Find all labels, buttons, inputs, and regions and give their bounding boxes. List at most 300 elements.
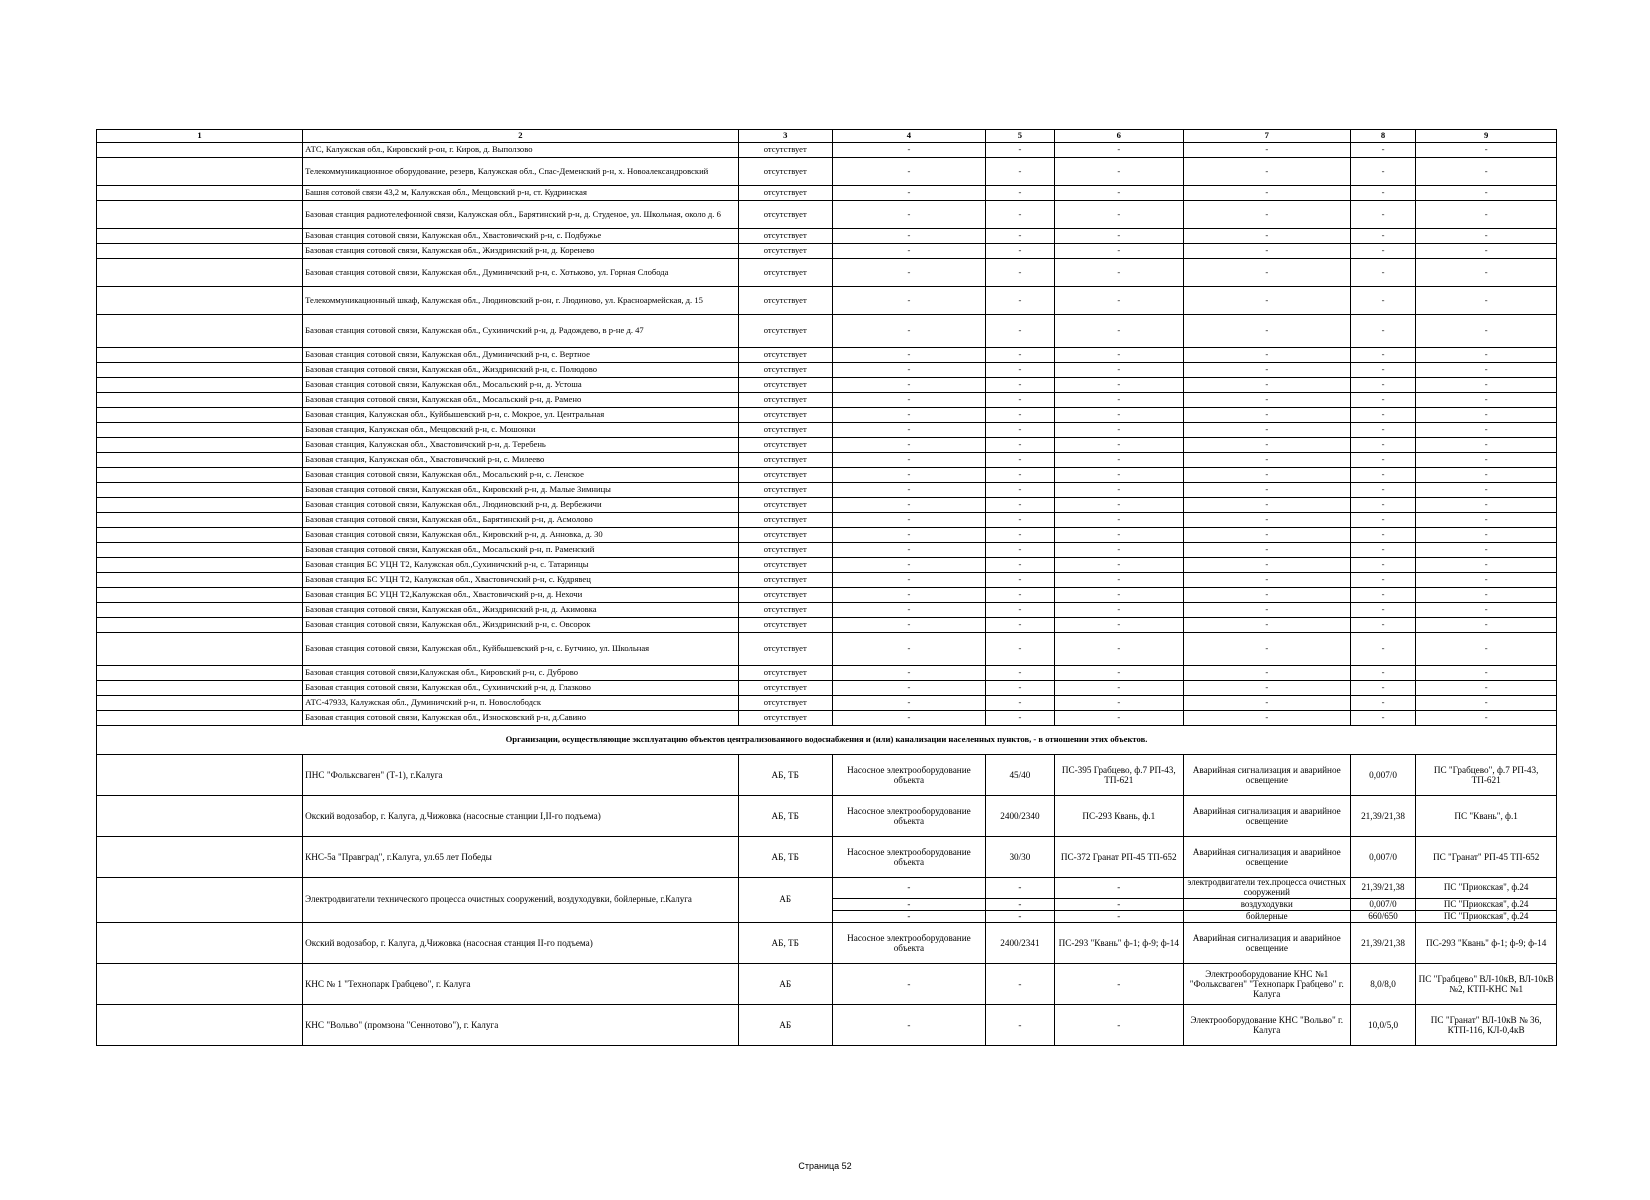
dash-cell: - [1054, 618, 1183, 633]
table-row [97, 158, 1557, 186]
blank-cell [97, 287, 303, 315]
object-name: Базовая станция сотовой связи, Калужская обл., Мосальский р-н, п. Раменский [303, 543, 739, 558]
value-cell-c9: ПС "Приокская", ф.24 [1416, 911, 1557, 923]
blank-cell [97, 513, 303, 528]
dash-cell: - [1350, 393, 1416, 408]
object-name: Базовая станция радиотелефонной связи, Калужская обл., Барятинский р-н, д. Студеное, ул. Школьная, около д. 6 [303, 201, 739, 229]
blank-cell [97, 378, 303, 393]
object-name: Базовая станция сотовой связи,Калужская обл., Кировский р-н, с. Дуброво [303, 666, 739, 681]
dash-cell: - [1350, 315, 1416, 348]
blank-cell [97, 837, 303, 878]
dash-cell: - [1416, 528, 1557, 543]
dash-cell: - [1416, 244, 1557, 259]
value-cell-c8: 21,39/21,38 [1350, 878, 1416, 899]
value-cell-c3: АБ [738, 1005, 832, 1046]
table-row [97, 438, 1557, 453]
table-row [97, 468, 1557, 483]
table-row [97, 696, 1557, 711]
dash-cell: - [1183, 186, 1350, 201]
value-cell-c3: АБ, ТБ [738, 837, 832, 878]
value-cell-c5: 30/30 [986, 837, 1055, 878]
object-name: Окский водозабор, г. Калуга, д.Чижовка (насосная станция II-го подъема) [303, 923, 739, 964]
dash-cell: - [1416, 158, 1557, 186]
value-cell-c5: - [986, 1005, 1055, 1046]
dash-cell: - [1183, 348, 1350, 363]
status-cell: отсутствует [738, 363, 832, 378]
dash-cell: - [832, 423, 985, 438]
dash-cell: - [1416, 143, 1557, 158]
table-row [97, 513, 1557, 528]
dash-cell: - [832, 513, 985, 528]
dash-cell: - [1416, 543, 1557, 558]
value-cell-c9: ПС "Приокская", ф.24 [1416, 899, 1557, 911]
status-cell: отсутствует [738, 603, 832, 618]
dash-cell: - [1054, 453, 1183, 468]
status-cell: отсутствует [738, 408, 832, 423]
value-cell-c8: 21,39/21,38 [1350, 923, 1416, 964]
blank-cell [97, 633, 303, 666]
dash-cell: - [986, 186, 1055, 201]
value-cell-c3: АБ, ТБ [738, 923, 832, 964]
table-row [97, 711, 1557, 726]
blank-cell [97, 878, 303, 923]
dash-cell: - [1183, 423, 1350, 438]
dash-cell: - [986, 201, 1055, 229]
status-cell: отсутствует [738, 378, 832, 393]
dash-cell: - [1054, 498, 1183, 513]
table-row [97, 681, 1557, 696]
dash-cell: - [832, 244, 985, 259]
dash-cell: - [1416, 453, 1557, 468]
dash-cell: - [1350, 528, 1416, 543]
dash-cell: - [832, 229, 985, 244]
table-row [97, 378, 1557, 393]
value-cell-c3: АБ [738, 878, 832, 923]
dash-cell: - [1183, 158, 1350, 186]
column-number-9: 9 [1416, 130, 1557, 143]
dash-cell: - [986, 878, 1055, 899]
dash-cell: - [986, 244, 1055, 259]
object-name: Телекоммуникационный шкаф, Калужская обл., Людиновский р-он, г. Людиново, ул. Красноармейская, д. 15 [303, 287, 739, 315]
object-name: Базовая станция сотовой связи, Калужская обл., Барятинский р-н, д. Асмолово [303, 513, 739, 528]
blank-cell [97, 618, 303, 633]
blank-cell [97, 158, 303, 186]
table-row [97, 1005, 1557, 1046]
dash-cell: - [1416, 393, 1557, 408]
object-name: Электродвигатели технического процесса очистных сооружений, воздуходувки, бойлерные, г.Калуга [303, 878, 739, 923]
object-name: Базовая станция сотовой связи, Калужская обл., Жиздринский р-н, с. Полюдово [303, 363, 739, 378]
dash-cell: - [1183, 588, 1350, 603]
table-row [97, 393, 1557, 408]
table-row [97, 543, 1557, 558]
data-table [96, 129, 1557, 1046]
status-cell: отсутствует [738, 498, 832, 513]
table-row [97, 755, 1557, 796]
dash-cell: - [1350, 408, 1416, 423]
dash-cell: - [1350, 453, 1416, 468]
status-cell: отсутствует [738, 528, 832, 543]
dash-cell: - [986, 315, 1055, 348]
value-cell-c5: 2400/2340 [986, 796, 1055, 837]
dash-cell: - [1416, 711, 1557, 726]
dash-cell: - [1054, 558, 1183, 573]
object-name: Базовая станция, Калужская обл., Куйбышевский р-н, с. Мокрое, ул. Центральная [303, 408, 739, 423]
blank-cell [97, 423, 303, 438]
dash-cell: - [1054, 528, 1183, 543]
dash-cell: - [832, 143, 985, 158]
dash-cell: - [1416, 259, 1557, 287]
dash-cell: - [1350, 143, 1416, 158]
value-cell-c6: ПС-372 Гранат РП-45 ТП-652 [1054, 837, 1183, 878]
dash-cell: - [1350, 483, 1416, 498]
section-row [97, 726, 1557, 755]
dash-cell: - [986, 543, 1055, 558]
dash-cell: - [1183, 543, 1350, 558]
object-name: Базовая станция сотовой связи, Калужская обл., Сухиничский р-н, д. Глазково [303, 681, 739, 696]
blank-cell [97, 666, 303, 681]
object-name: Базовая станция сотовой связи, Калужская обл., Жиздринский р-н, с. Овсорок [303, 618, 739, 633]
dash-cell: - [832, 348, 985, 363]
dash-cell: - [1054, 408, 1183, 423]
dash-cell: - [1183, 259, 1350, 287]
dash-cell: - [1054, 363, 1183, 378]
value-cell-c7: Электрооборудование КНС №1 "Фольксваген" "Технопарк Грабцево" г. Калуга [1183, 964, 1350, 1005]
dash-cell: - [1416, 423, 1557, 438]
dash-cell: - [1054, 911, 1183, 923]
dash-cell: - [1054, 681, 1183, 696]
dash-cell: - [986, 603, 1055, 618]
dash-cell: - [832, 408, 985, 423]
object-name: КНС "Вольво" (промзона "Сеннотово"), г. Калуга [303, 1005, 739, 1046]
blank-cell [97, 543, 303, 558]
dash-cell: - [986, 143, 1055, 158]
table-row [97, 259, 1557, 287]
value-cell-c9: ПС "Гранат" РП-45 ТП-652 [1416, 837, 1557, 878]
dash-cell: - [1350, 543, 1416, 558]
dash-cell: - [1183, 573, 1350, 588]
status-cell: отсутствует [738, 618, 832, 633]
status-cell: отсутствует [738, 573, 832, 588]
value-cell-c9: ПС "Грабцево" ВЛ-10кВ, ВЛ-10кВ №2, КТП-КНС №1 [1416, 964, 1557, 1005]
dash-cell: - [832, 259, 985, 287]
status-cell: отсутствует [738, 513, 832, 528]
blank-cell [97, 363, 303, 378]
dash-cell: - [832, 158, 985, 186]
object-name: Базовая станция сотовой связи, Калужская обл., Мосальский р-н, с. Ленское [303, 468, 739, 483]
object-name: Базовая станция сотовой связи, Калужская обл., Мосальский р-н, д. Устоша [303, 378, 739, 393]
dash-cell: - [832, 483, 985, 498]
value-cell-c6: - [1054, 964, 1183, 1005]
value-cell-c8: 0,007/0 [1350, 755, 1416, 796]
value-cell-c3: АБ, ТБ [738, 755, 832, 796]
dash-cell: - [832, 453, 985, 468]
dash-cell: - [986, 408, 1055, 423]
blank-cell [97, 603, 303, 618]
object-name: Базовая станция сотовой связи, Калужская обл., Сухиничский р-н, д. Радождево, в р-не д. 47 [303, 315, 739, 348]
blank-cell [97, 201, 303, 229]
table-row [97, 423, 1557, 438]
dash-cell: - [832, 558, 985, 573]
table-row [97, 964, 1557, 1005]
blank-cell [97, 468, 303, 483]
dash-cell: - [832, 438, 985, 453]
status-cell: отсутствует [738, 543, 832, 558]
blank-cell [97, 573, 303, 588]
object-name: Базовая станция БС УЦН Т2, Калужская обл.,Сухиничский р-н, с. Татаринцы [303, 558, 739, 573]
blank-cell [97, 755, 303, 796]
dash-cell: - [1350, 681, 1416, 696]
dash-cell: - [832, 287, 985, 315]
dash-cell: - [832, 696, 985, 711]
column-number-1: 1 [97, 130, 303, 143]
blank-cell [97, 588, 303, 603]
dash-cell: - [986, 573, 1055, 588]
table-row [97, 143, 1557, 158]
blank-cell [97, 315, 303, 348]
dash-cell: - [832, 363, 985, 378]
dash-cell: - [1416, 513, 1557, 528]
dash-cell: - [1350, 423, 1416, 438]
blank-cell [97, 244, 303, 259]
table-row [97, 229, 1557, 244]
value-cell-c7: воздуходувки [1183, 899, 1350, 911]
object-name: Базовая станция, Калужская обл., Хвастовичский р-н, с. Милеево [303, 453, 739, 468]
dash-cell: - [1054, 603, 1183, 618]
table-row [97, 201, 1557, 229]
dash-cell: - [1416, 378, 1557, 393]
dash-cell: - [1416, 681, 1557, 696]
dash-cell: - [832, 633, 985, 666]
table-row [97, 453, 1557, 468]
blank-cell [97, 408, 303, 423]
value-cell-c7: Аварийная сигнализация и аварийное освещение [1183, 796, 1350, 837]
dash-cell: - [1416, 229, 1557, 244]
value-cell-c4: Насосное электрооборудование объекта [832, 837, 985, 878]
status-cell: отсутствует [738, 666, 832, 681]
value-cell-c9: ПС "Приокская", ф.24 [1416, 878, 1557, 899]
object-name: Базовая станция сотовой связи, Калужская обл., Кировский р-н, д. Анновка, д. 30 [303, 528, 739, 543]
value-cell-c9: ПС "Грабцево", ф.7 РП-43, ТП-621 [1416, 755, 1557, 796]
dash-cell: - [986, 666, 1055, 681]
dash-cell: - [1350, 666, 1416, 681]
blank-cell [97, 528, 303, 543]
value-cell-c4: Насосное электрооборудование объекта [832, 796, 985, 837]
table-row [97, 315, 1557, 348]
dash-cell: - [1054, 633, 1183, 666]
dash-cell: - [1054, 201, 1183, 229]
dash-cell: - [1350, 378, 1416, 393]
blank-cell [97, 696, 303, 711]
blank-cell [97, 186, 303, 201]
status-cell: отсутствует [738, 348, 832, 363]
dash-cell: - [1054, 696, 1183, 711]
object-name: Базовая станция, Калужская обл., Хвастовичский р-н, д. Теребень [303, 438, 739, 453]
dash-cell: - [1054, 229, 1183, 244]
value-cell-c5: 2400/2341 [986, 923, 1055, 964]
dash-cell: - [1350, 348, 1416, 363]
blank-cell [97, 558, 303, 573]
dash-cell: - [986, 711, 1055, 726]
table-row [97, 244, 1557, 259]
object-name: Базовая станция БС УЦН Т2, Калужская обл., Хвастовичский р-н, с. Кудрявец [303, 573, 739, 588]
dash-cell: - [1183, 681, 1350, 696]
dash-cell: - [832, 186, 985, 201]
dash-cell: - [1416, 315, 1557, 348]
column-number-5: 5 [986, 130, 1055, 143]
dash-cell: - [1183, 378, 1350, 393]
dash-cell: - [1054, 543, 1183, 558]
value-cell-c4: - [832, 1005, 985, 1046]
dash-cell: - [1416, 363, 1557, 378]
object-name: Базовая станция сотовой связи, Калужская обл., Кировский р-н, д. Малые Зимницы [303, 483, 739, 498]
dash-cell: - [1350, 588, 1416, 603]
value-cell-c6: ПС-293 Квань, ф.1 [1054, 796, 1183, 837]
section-title: Организации, осуществляющие эксплуатацию объектов централизованного водоснабжения и (или) канализации населенных пунктов, - в отношении этих объектов. [97, 726, 1557, 755]
blank-cell [97, 796, 303, 837]
dash-cell: - [1183, 633, 1350, 666]
dash-cell: - [986, 378, 1055, 393]
dash-cell: - [1054, 348, 1183, 363]
status-cell: отсутствует [738, 186, 832, 201]
table-row [97, 558, 1557, 573]
table-row [97, 186, 1557, 201]
object-name: Базовая станция сотовой связи, Калужская обл., Износковский р-н, д.Савино [303, 711, 739, 726]
column-number-6: 6 [1054, 130, 1183, 143]
dash-cell: - [832, 618, 985, 633]
status-cell: отсутствует [738, 681, 832, 696]
object-name: Базовая станция сотовой связи, Калужская обл., Жиздринский р-н, д. Коренево [303, 244, 739, 259]
dash-cell: - [832, 315, 985, 348]
table-row [97, 878, 1557, 899]
dash-cell: - [1350, 633, 1416, 666]
dash-cell: - [832, 573, 985, 588]
dash-cell: - [1054, 259, 1183, 287]
dash-cell: - [832, 498, 985, 513]
blank-cell [97, 229, 303, 244]
dash-cell: - [1054, 438, 1183, 453]
value-cell-c5: - [986, 964, 1055, 1005]
dash-cell: - [1350, 468, 1416, 483]
dash-cell: - [986, 618, 1055, 633]
dash-cell: - [1054, 244, 1183, 259]
dash-cell: - [1350, 711, 1416, 726]
value-cell-c4: - [832, 964, 985, 1005]
dash-cell: - [1350, 186, 1416, 201]
dash-cell: - [832, 528, 985, 543]
dash-cell: - [1183, 229, 1350, 244]
table-row [97, 603, 1557, 618]
value-cell-c7: Аварийная сигнализация и аварийное освещение [1183, 923, 1350, 964]
dash-cell: - [1054, 143, 1183, 158]
dash-cell: - [832, 711, 985, 726]
dash-cell: - [1416, 186, 1557, 201]
dash-cell: - [1054, 158, 1183, 186]
dash-cell: - [1183, 287, 1350, 315]
dash-cell: - [1350, 201, 1416, 229]
dash-cell: - [986, 423, 1055, 438]
page-number: Страница 52 [798, 1161, 852, 1171]
status-cell: отсутствует [738, 229, 832, 244]
value-cell-c3: АБ, ТБ [738, 796, 832, 837]
dash-cell: - [1054, 513, 1183, 528]
dash-cell: - [1054, 393, 1183, 408]
status-cell: отсутствует [738, 244, 832, 259]
dash-cell: - [1350, 244, 1416, 259]
status-cell: отсутствует [738, 287, 832, 315]
table-row [97, 923, 1557, 964]
table-row [97, 573, 1557, 588]
dash-cell: - [1350, 513, 1416, 528]
column-number-8: 8 [1350, 130, 1416, 143]
object-name: Телекоммуникационное оборудование, резерв, Калужская обл., Спас-Деменский р-н, х. Новоалександровский [303, 158, 739, 186]
dash-cell: - [986, 287, 1055, 315]
object-name: Окский водозабор, г. Калуга, д.Чижовка (насосные станции I,II-го подъема) [303, 796, 739, 837]
value-cell-c6: ПС-395 Грабцево, ф.7 РП-43, ТП-621 [1054, 755, 1183, 796]
dash-cell: - [1183, 711, 1350, 726]
object-name: Базовая станция, Калужская обл., Мещовский р-н, с. Мошонки [303, 423, 739, 438]
value-cell-c8: 10,0/5,0 [1350, 1005, 1416, 1046]
status-cell: отсутствует [738, 483, 832, 498]
status-cell: отсутствует [738, 468, 832, 483]
value-cell-c6: ПС-293 "Квань" ф-1; ф-9; ф-14 [1054, 923, 1183, 964]
object-name: Базовая станция сотовой связи, Калужская обл., Жиздринский р-н, д. Акимовка [303, 603, 739, 618]
dash-cell: - [986, 348, 1055, 363]
dash-cell: - [1416, 201, 1557, 229]
value-cell-c8: 8,0/8,0 [1350, 964, 1416, 1005]
dash-cell: - [1183, 408, 1350, 423]
dash-cell: - [1183, 201, 1350, 229]
dash-cell: - [1183, 666, 1350, 681]
column-number-7: 7 [1183, 130, 1350, 143]
object-name: Базовая станция сотовой связи, Калужская обл., Куйбышевский р-н, с. Бутчино, ул. Школьная [303, 633, 739, 666]
dash-cell: - [1054, 588, 1183, 603]
value-cell-c8: 0,007/0 [1350, 837, 1416, 878]
header-row [97, 130, 1557, 143]
blank-cell [97, 348, 303, 363]
status-cell: отсутствует [738, 588, 832, 603]
dash-cell: - [1350, 363, 1416, 378]
blank-cell [97, 393, 303, 408]
blank-cell [97, 143, 303, 158]
status-cell: отсутствует [738, 201, 832, 229]
dash-cell: - [1350, 287, 1416, 315]
dash-cell: - [1416, 438, 1557, 453]
dash-cell: - [986, 696, 1055, 711]
status-cell: отсутствует [738, 696, 832, 711]
dash-cell: - [832, 543, 985, 558]
dash-cell: - [1054, 423, 1183, 438]
dash-cell: - [1350, 229, 1416, 244]
dash-cell: - [1054, 899, 1183, 911]
table-row [97, 837, 1557, 878]
object-name: Башня сотовой связи 43,2 м, Калужская обл., Мещовский р-н, ст. Кудринская [303, 186, 739, 201]
dash-cell: - [1416, 468, 1557, 483]
table-row [97, 618, 1557, 633]
dash-cell: - [1416, 618, 1557, 633]
dash-cell: - [986, 513, 1055, 528]
dash-cell: - [1054, 573, 1183, 588]
dash-cell: - [986, 468, 1055, 483]
value-cell-c7: электродвигатели тех.процесса очистных сооружений [1183, 878, 1350, 899]
dash-cell: - [832, 911, 985, 923]
dash-cell: - [1183, 363, 1350, 378]
table-row [97, 528, 1557, 543]
column-number-4: 4 [832, 130, 985, 143]
table-row [97, 408, 1557, 423]
dash-cell: - [1183, 558, 1350, 573]
dash-cell: - [1054, 315, 1183, 348]
status-cell: отсутствует [738, 143, 832, 158]
